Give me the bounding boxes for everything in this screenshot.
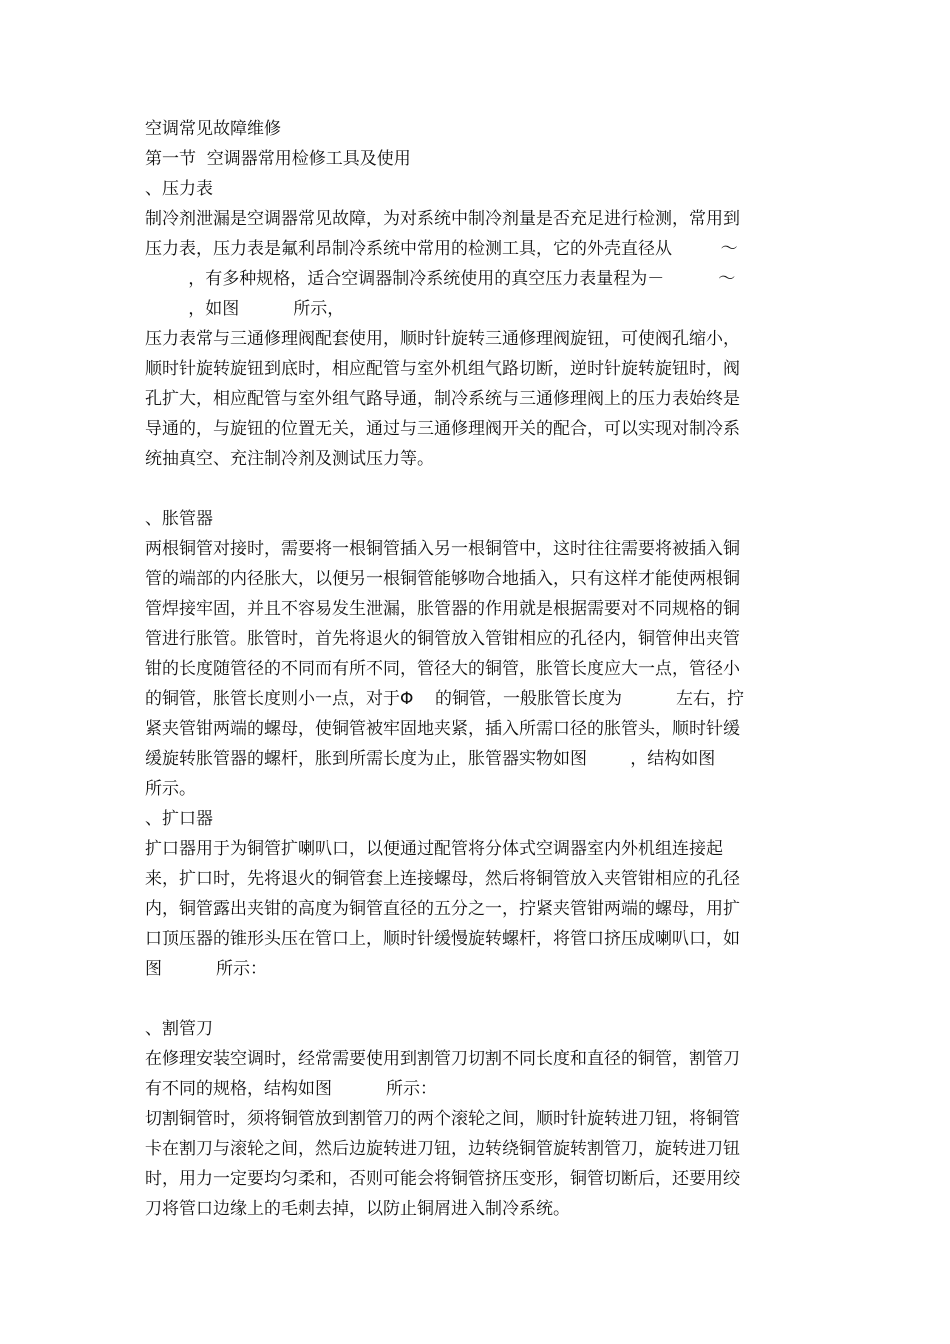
paragraph-line: 孔扩大，相应配管与室外组气路导通，制冷系统与三通修理阀上的压力表始终是 [145, 389, 740, 409]
paragraph-line: 的铜管，胀管长度则小一点，对于Φ 的铜管，一般胀管长度为 左右，拧 [145, 689, 745, 709]
paragraph-line: 压力表，压力表是氟利昂制冷系统中常用的检测工具，它的外壳直径从 ～ [145, 239, 738, 259]
paragraph-line: 卡在割刀与滚轮之间，然后边旋转进刀钮，边转绕铜管旋转割管刀，旋转进刀钮 [145, 1139, 740, 1159]
paragraph-line: 缓旋转胀管器的螺杆，胀到所需长度为止，胀管器实物如图 ，结构如图 [145, 749, 716, 769]
section-heading-flaring-tool: 、扩口器 [145, 809, 213, 829]
paragraph-line: 紧夹管钳两端的螺母，使铜管被牢固地夹紧，插入所需口径的胀管头，顺时针缓 [145, 719, 740, 739]
paragraph-line: 时，用力一定要均匀柔和，否则可能会将铜管挤压变形，铜管切断后，还要用绞 [145, 1169, 740, 1189]
paragraph-line: 压力表常与三通修理阀配套使用，顺时针旋转三通修理阀旋钮，可使阀孔缩小， [145, 329, 740, 349]
paragraph-line: 刀将管口边缘上的毛刺去掉，以防止铜屑进入制冷系统。 [145, 1199, 570, 1219]
section-heading-pipe-cutter: 、割管刀 [145, 1019, 213, 1039]
paragraph-line: 在修理安装空调时，经常需要使用到割管刀切割不同长度和直径的铜管，割管刀 [145, 1049, 740, 1069]
paragraph-line: 扩口器用于为铜管扩喇叭口，以便通过配管将分体式空调器室内外机组连接起 [145, 839, 723, 859]
paragraph-line: 内，铜管露出夹钳的高度为铜管直径的五分之一，拧紧夹管钳两端的螺母，用扩 [145, 899, 740, 919]
paragraph-line: 钳的长度随管径的不同而有所不同，管径大的铜管，胀管长度应大一点，管径小 [145, 659, 740, 679]
document-title: 空调常见故障维修 [145, 119, 281, 139]
paragraph-line: 来，扩口时，先将退火的铜管套上连接螺母，然后将铜管放入夹管钳相应的孔径 [145, 869, 740, 889]
paragraph-line: 有不同的规格，结构如图 所示： [145, 1079, 438, 1099]
paragraph-line: 统抽真空、充注制冷剂及测试压力等。 [145, 449, 434, 469]
paragraph-line: ，有多种规格，适合空调器制冷系统使用的真空压力表量程为－ ～ [145, 269, 736, 289]
paragraph-line: 管焊接牢固，并且不容易发生泄漏，胀管器的作用就是根据需要对不同规格的铜 [145, 599, 740, 619]
paragraph-line: 管的端部的内径胀大，以便另一根铜管能够吻合地插入，只有这样才能使两根铜 [145, 569, 740, 589]
chapter-heading: 第一节 空调器常用检修工具及使用 [145, 149, 411, 169]
paragraph-line: 制冷剂泄漏是空调器常见故障，为对系统中制冷剂量是否充足进行检测，常用到 [145, 209, 740, 229]
paragraph-line: 口顶压器的锥形头压在管口上，顺时针缓慢旋转螺杆，将管口挤压成喇叭口，如 [145, 929, 740, 949]
section-heading-tube-expander: 、胀管器 [145, 509, 213, 529]
paragraph-line: 导通的，与旋钮的位置无关，通过与三通修理阀开关的配合，可以实现对制冷系 [145, 419, 740, 439]
paragraph-line: 顺时针旋转旋钮到底时，相应配管与室外机组气路切断，逆时针旋转旋钮时，阀 [145, 359, 740, 379]
paragraph-line: 图 所示： [145, 959, 268, 979]
paragraph-line: 两根铜管对接时，需要将一根铜管插入另一根铜管中，这时往往需要将被插入铜 [145, 539, 740, 559]
paragraph-line: ，如图 所示， [145, 299, 345, 319]
paragraph-line: 切割铜管时，须将铜管放到割管刀的两个滚轮之间，顺时针旋转进刀钮，将铜管 [145, 1109, 740, 1129]
paragraph-line: 所示。 [145, 779, 196, 799]
paragraph-line: 管进行胀管。胀管时，首先将退火的铜管放入管钳相应的孔径内，铜管伸出夹管 [145, 629, 740, 649]
section-heading-pressure-gauge: 、压力表 [145, 179, 213, 199]
